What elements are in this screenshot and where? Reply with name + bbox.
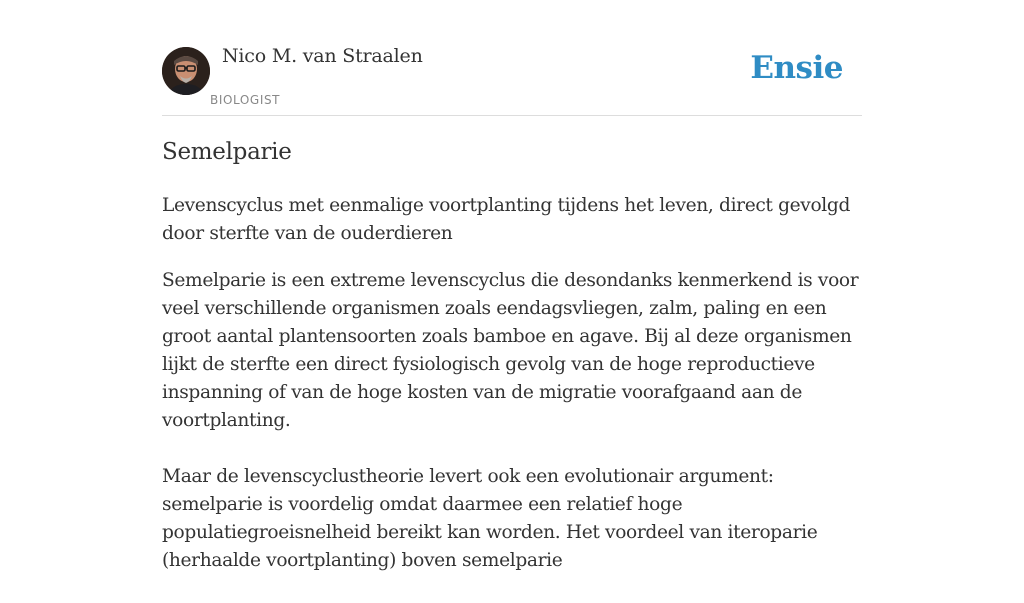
entry-card <box>162 0 862 571</box>
author-role: BIOLOGIST <box>210 93 281 107</box>
body-paragraph: Maar de levenscyclustheorie levert ook een evolutionair argument: semelparie is voordelig omdat daarmee een relatief hoge populatiegroeisnelheid bereikt kan worden. Het voordeel van iteroparie (herhaalde voortplanting) boven semelparie <box>162 466 818 571</box>
body-paragraph: Semelparie is een extreme levenscyclus die desondanks kenmerkend is voor veel verschillende organismen zoals eendagsvliegen, zalm, paling en een groot aantal plantensoorten zoals bamboe en agave. Bij al deze organismen lijkt de sterfte een direct fysiologisch gevolg van de hoge reproductieve inspanning of van de hoge kosten van de migratie voorafgaand aan de voortplanting. <box>162 270 859 431</box>
entry-header <box>162 0 862 116</box>
author-name[interactable]: Nico M. van Straalen <box>222 45 423 67</box>
author-avatar[interactable] <box>162 47 210 95</box>
avatar-portrait-icon <box>162 47 210 95</box>
ensie-logo[interactable]: Ensie <box>750 50 843 86</box>
entry-body <box>162 267 864 603</box>
entry-term: Semelparie <box>162 139 292 165</box>
entry-definition: Levenscyclus met eenmalige voortplanting tijdens het leven, direct gevolgd door sterfte van de ouderdieren <box>162 195 851 244</box>
